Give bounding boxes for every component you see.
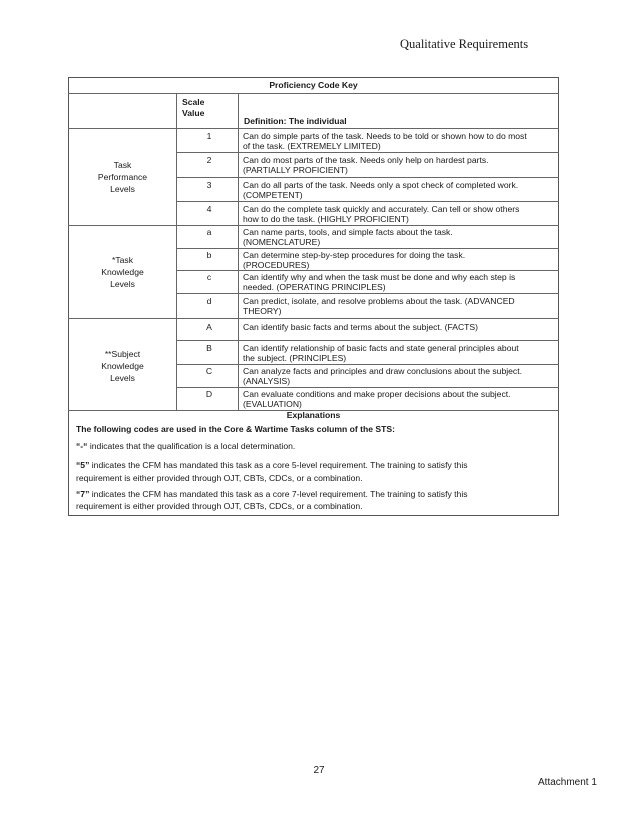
- divider: [68, 93, 559, 94]
- definition-text: Can analyze facts and principles and draw conclusions about the subject. (ANALYSIS): [243, 366, 522, 387]
- scale-value: A: [206, 322, 212, 332]
- definition-text: Can do the complete task quickly and accurately. Can tell or show others how to do the task. (HIGHLY PROFICIENT): [243, 204, 520, 225]
- explanation-item: “5” indicates the CFM has mandated this task as a core 5-level requirement. The training to satisfy this: [76, 460, 468, 470]
- scale-value: d: [206, 296, 212, 306]
- group-label-subject-knowledge: **Subject Knowledge Levels: [101, 349, 144, 383]
- table-title: Proficiency Code Key: [269, 80, 358, 90]
- running-header: Qualitative Requirements: [400, 37, 529, 51]
- column-divider: [238, 93, 239, 410]
- divider: [68, 128, 559, 129]
- divider: [176, 387, 559, 388]
- scale-header: Scale: [182, 97, 205, 107]
- definition-header: Definition: The individual: [244, 116, 347, 126]
- scale-value: b: [206, 250, 212, 260]
- explanation-item-continued: requirement is either provided through OJT, CBTs, CDCs, or a combination.: [76, 501, 363, 511]
- divider: [176, 364, 559, 365]
- divider: [68, 318, 559, 319]
- scale-value: C: [205, 366, 213, 376]
- definition-text: Can identify why and when the task must be done and why each step is needed. (OPERATING PRINCIPLES): [243, 272, 516, 293]
- divider: [176, 293, 559, 294]
- explanation-item: “7” indicates the CFM has mandated this task as a core 7-level requirement. The training to satisfy this: [76, 489, 468, 499]
- definition-text: Can do all parts of the task. Needs only a spot check of completed work. (COMPETENT): [243, 180, 519, 201]
- group-label-task-performance: Task Performance Levels: [97, 160, 148, 194]
- explanation-item-continued: requirement is either provided through OJT, CBTs, CDCs, or a combination.: [76, 473, 363, 483]
- explanations-title: Explanations: [286, 410, 341, 420]
- divider: [68, 225, 559, 226]
- scale-header: Value: [182, 108, 205, 118]
- divider: [176, 340, 559, 341]
- definition-text: Can do most parts of the task. Needs only help on hardest parts. (PARTIALLY PROFICIENT): [243, 155, 489, 176]
- attachment-label: Attachment 1: [538, 777, 597, 788]
- scale-value: 4: [206, 204, 212, 214]
- definition-text: Can identify basic facts and terms about the subject. (FACTS): [243, 322, 479, 332]
- explanations-intro: The following codes are used in the Core & Wartime Tasks column of the STS:: [76, 424, 395, 434]
- page-number: 27: [313, 765, 325, 776]
- divider: [176, 177, 559, 178]
- definition-text: Can determine step-by-step procedures for doing the task. (PROCEDURES): [243, 250, 466, 271]
- divider: [176, 248, 559, 249]
- scale-value: 1: [206, 131, 212, 141]
- group-label-task-knowledge: *Task Knowledge Levels: [101, 255, 144, 289]
- scale-value: 2: [206, 155, 212, 165]
- definition-text: Can evaluate conditions and make proper decisions about the subject. (EVALUATION): [243, 389, 511, 410]
- scale-value: c: [206, 272, 212, 282]
- definition-text: Can name parts, tools, and simple facts about the task. (NOMENCLATURE): [243, 227, 453, 248]
- definition-text: Can identify relationship of basic facts and state general principles about the subject. (PRINCIPLES): [243, 343, 519, 364]
- column-divider: [176, 93, 177, 410]
- divider: [176, 152, 559, 153]
- scale-value: 3: [206, 180, 212, 190]
- scale-value: D: [205, 389, 213, 399]
- definition-text: Can predict, isolate, and resolve problems about the task. (ADVANCED THEORY): [243, 296, 515, 317]
- scale-value: a: [206, 227, 212, 237]
- scale-value: B: [206, 343, 212, 353]
- divider: [176, 201, 559, 202]
- definition-text: Can do simple parts of the task. Needs to be told or shown how to do most of the task. (EXTREMELY LIMITED): [243, 131, 527, 152]
- explanation-item: “-“ indicates that the qualification is a local determination.: [76, 441, 296, 451]
